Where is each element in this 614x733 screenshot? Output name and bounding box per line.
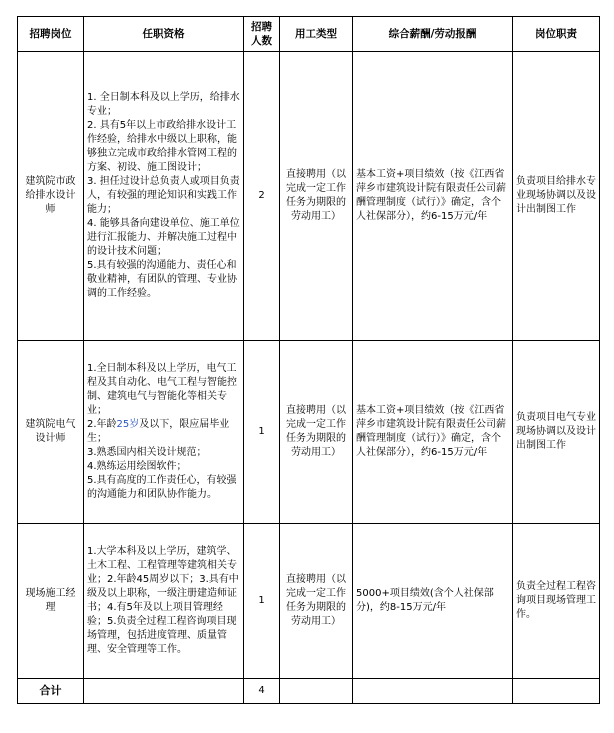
qualification-age-prefix: 2.年龄 bbox=[87, 419, 117, 430]
total-count: 4 bbox=[244, 679, 280, 704]
row-salary: 5000+项目绩效(含个人社保部分)，约8-15万元/年 bbox=[353, 524, 513, 679]
row-salary: 基本工资+项目绩效（按《江西省萍乡市建筑设计院有限责任公司薪酬管理制度（试行）》确定，含个人社保部分），约6-15万元/年 bbox=[353, 52, 513, 341]
qualification-item: 2. 具有5年以上市政给排水设计工作经验，给排水中级以上职称，能够独立完成市政给排水管网工程的方案、初设、施工图设计； bbox=[87, 120, 237, 173]
table-row bbox=[18, 524, 600, 679]
total-empty-cell bbox=[84, 679, 244, 704]
total-empty-cell bbox=[280, 679, 353, 704]
row-salary: 基本工资+项目绩效（按《江西省萍乡市建筑设计院有限责任公司薪酬管理制度（试行）》确定，含个人社保部分），约6-15万元/年 bbox=[353, 341, 513, 524]
qualification-item: 5.具有较强的沟通能力、责任心和敬业精神，有团队的管理、专业协调的工作经验。 bbox=[87, 260, 237, 299]
header-qualifications: 任职资格 bbox=[84, 17, 244, 52]
table-row bbox=[18, 52, 600, 341]
total-empty-cell bbox=[513, 679, 600, 704]
row-duties: 负责项目给排水专业现场协调以及设计出制图工作 bbox=[513, 52, 600, 341]
header-row bbox=[18, 17, 600, 52]
row-position: 现场施工经理 bbox=[18, 524, 84, 679]
total-label: 合计 bbox=[18, 679, 84, 704]
header-count: 招聘人数 bbox=[244, 17, 280, 52]
row-position: 建筑院电气设计师 bbox=[18, 341, 84, 524]
row-duties: 负责全过程工程咨询项目现场管理工作。 bbox=[513, 524, 600, 679]
row-employment-type: 直接聘用（以完成一定工作任务为期限的劳动用工） bbox=[280, 52, 353, 341]
row-duties: 负责项目电气专业现场协调以及设计出制图工作 bbox=[513, 341, 600, 524]
header-employment-type: 用工类型 bbox=[280, 17, 353, 52]
qualification-age-suffix: 及以下，限应届毕业生； bbox=[87, 419, 230, 444]
qualification-item: 1. 全日制本科及以上学历，给排水专业； bbox=[87, 92, 240, 117]
header-duties: 岗位职责 bbox=[513, 17, 600, 52]
qualification-item: 3.熟悉国内相关设计规范； bbox=[87, 447, 207, 458]
recruitment-table bbox=[17, 16, 600, 704]
qualification-item: 4.熟练运用绘图软件； bbox=[87, 461, 187, 472]
qualification-item bbox=[87, 418, 240, 446]
qualification-item: 3. 担任过设计总负责人或项目负责人，有较强的理论知识和实践工作能力； bbox=[87, 176, 240, 215]
row-qualifications: 1.大学本科及以上学历，建筑学、土木工程、工程管理等建筑相关专业；2.年龄45周岁以下；3.具有中级及以上职称，一级注册建造师证书；4.有5年及以上项目管理经验；5.负责全过程工程咨询项目现场管理，包括进度管理、质量管理、安全管理等工作。 bbox=[84, 524, 244, 679]
table-row bbox=[18, 341, 600, 524]
row-count: 1 bbox=[244, 524, 280, 679]
row-qualifications bbox=[84, 52, 244, 341]
total-empty-cell bbox=[353, 679, 513, 704]
row-position: 建筑院市政给排水设计师 bbox=[18, 52, 84, 341]
qualification-item: 1.全日制本科及以上学历，电气工程及其自动化、电气工程与智能控制、建筑电气与智能化等相关专业； bbox=[87, 363, 237, 416]
row-employment-type: 直接聘用（以完成一定工作任务为期限的劳动用工） bbox=[280, 341, 353, 524]
header-position: 招聘岗位 bbox=[18, 17, 84, 52]
total-row bbox=[18, 679, 600, 704]
row-qualifications bbox=[84, 341, 244, 524]
row-count: 1 bbox=[244, 341, 280, 524]
row-count: 2 bbox=[244, 52, 280, 341]
header-salary: 综合薪酬/劳动报酬 bbox=[353, 17, 513, 52]
row-employment-type: 直接聘用（以完成一定工作任务为期限的劳动用工） bbox=[280, 524, 353, 679]
qualification-item: 4. 能够具备向建设单位、施工单位进行汇报能力、并解决施工过程中的设计技术问题； bbox=[87, 218, 240, 257]
qualification-age-value: 25岁 bbox=[116, 419, 140, 430]
qualification-item: 5.具有高度的工作责任心，有较强的沟通能力和团队协作能力。 bbox=[87, 475, 237, 500]
